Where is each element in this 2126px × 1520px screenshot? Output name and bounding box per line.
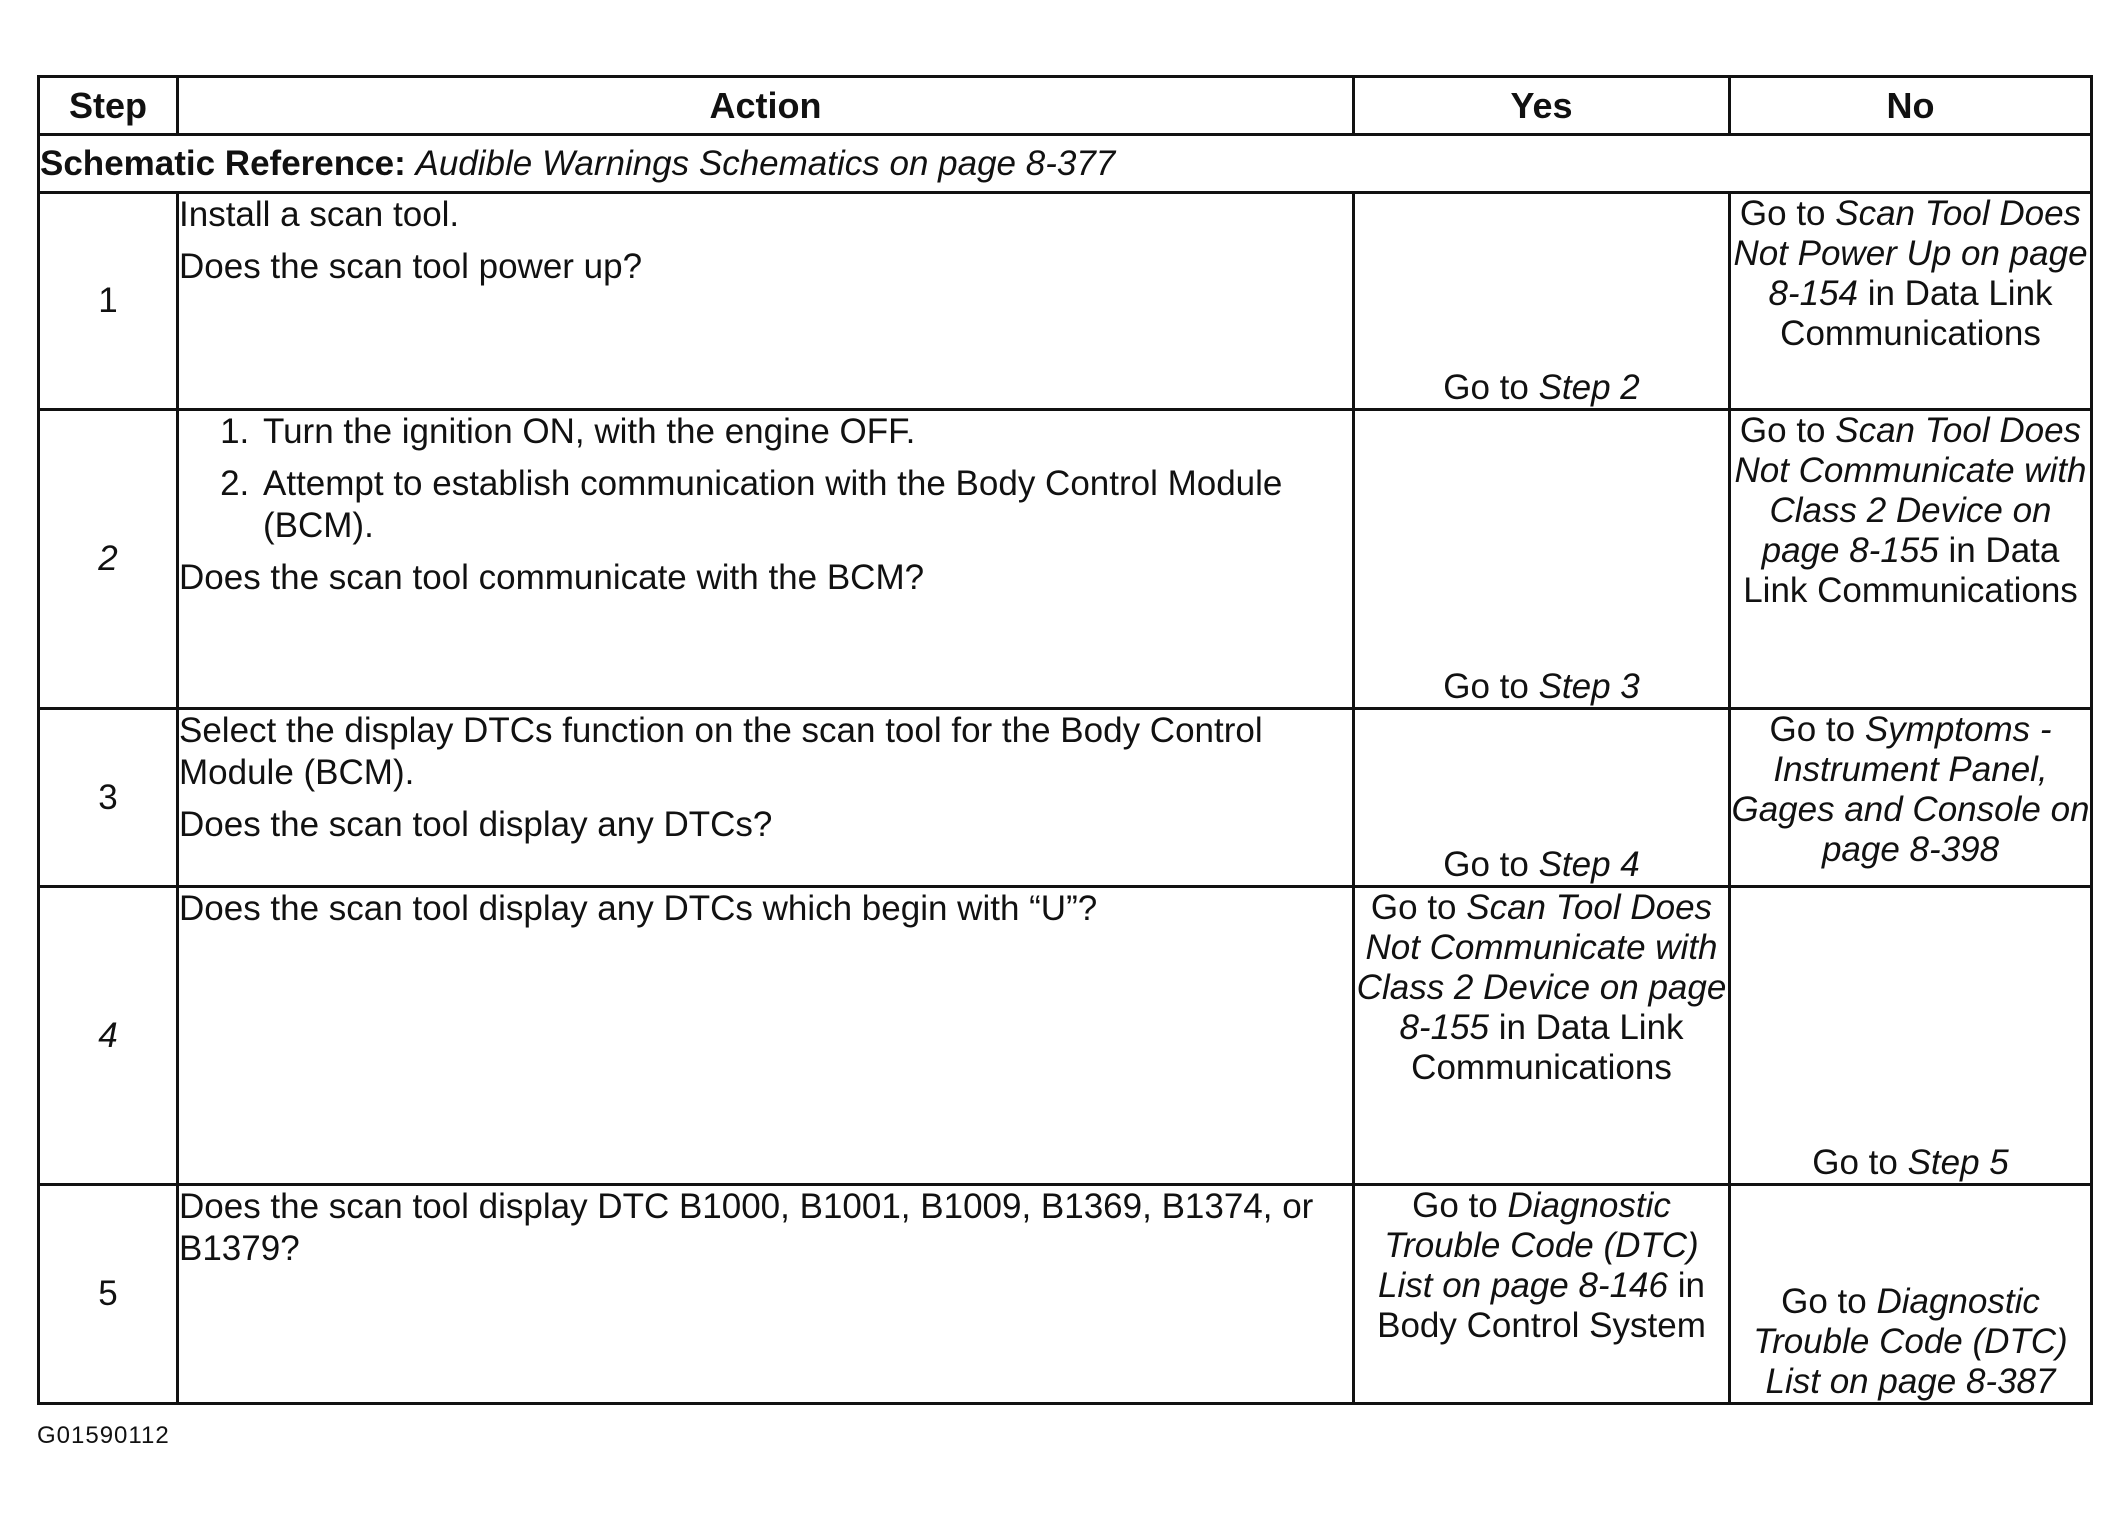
schematic-reference-row <box>39 135 2092 193</box>
step-number: 2 <box>39 410 178 709</box>
no-cell: Go to Step 5 <box>1730 887 2092 1185</box>
header-step: Step <box>39 77 178 135</box>
no-link[interactable]: Scan Tool Does Not Power Up on page 8-154 <box>1733 194 2088 313</box>
no-link[interactable]: Symptoms - Instrument Panel, Gages and Console on page 8-398 <box>1731 710 2090 869</box>
action-text: Select the display DTCs function on the scan tool for the Body Control Module (BCM). <box>179 711 1263 792</box>
yes-link[interactable]: Step 4 <box>1538 845 1640 884</box>
table-row <box>39 193 2092 410</box>
action-question: Does the scan tool power up? <box>179 247 643 286</box>
table-row <box>39 410 2092 709</box>
action-text: Install a scan tool. <box>179 195 460 234</box>
list-item: 1. Turn the ignition ON, with the engine OFF. <box>259 411 1352 453</box>
yes-link[interactable]: Step 2 <box>1538 368 1640 407</box>
no-link[interactable]: Diagnostic Trouble Code (DTC) List on page 8-387 <box>1753 1282 2068 1401</box>
header-no: No <box>1730 77 2092 135</box>
step-number: 3 <box>39 709 178 887</box>
schematic-reference-label: Schematic Reference: <box>40 143 406 183</box>
action-steps-list <box>179 411 1352 547</box>
no-cell: Go to Scan Tool Does Not Power Up on page 8-154 in Data Link Communications <box>1730 193 2092 410</box>
yes-link[interactable]: Scan Tool Does Not Communicate with Class 2 Device on page 8-155 <box>1356 888 1727 1047</box>
action-cell <box>178 193 1354 410</box>
action-question: Does the scan tool display DTC B1000, B1001, B1009, B1369, B1374, or B1379? <box>179 1187 1314 1268</box>
no-link[interactable]: Scan Tool Does Not Communicate with Class 2 Device on page 8-155 <box>1734 411 2087 570</box>
no-cell: Go to Scan Tool Does Not Communicate with Class 2 Device on page 8-155 in Data Link Communications <box>1730 410 2092 709</box>
step-number: 1 <box>39 193 178 410</box>
figure-code: G01590112 <box>37 1422 170 1449</box>
action-cell <box>178 1185 1354 1404</box>
step-number: 5 <box>39 1185 178 1404</box>
action-cell <box>178 410 1354 709</box>
no-link[interactable]: Step 5 <box>1907 1143 2009 1182</box>
no-cell: Go to Symptoms - Instrument Panel, Gages and Console on page 8-398 <box>1730 709 2092 887</box>
diagnostic-table <box>37 75 2093 1405</box>
header-action: Action <box>178 77 1354 135</box>
yes-link[interactable]: Step 3 <box>1538 667 1640 706</box>
action-question: Does the scan tool communicate with the BCM? <box>179 558 925 597</box>
header-yes: Yes <box>1354 77 1730 135</box>
list-item: 2. Attempt to establish communication with the Body Control Module (BCM). <box>259 463 1352 547</box>
no-cell: Go to Diagnostic Trouble Code (DTC) List on page 8-387 <box>1730 1185 2092 1404</box>
table-row <box>39 1185 2092 1404</box>
action-cell <box>178 887 1354 1185</box>
yes-cell: Go to Step 4 <box>1354 709 1730 887</box>
action-question: Does the scan tool display any DTCs which begin with “U”? <box>179 889 1098 928</box>
table-row <box>39 887 2092 1185</box>
schematic-reference-link[interactable]: Audible Warnings Schematics on page 8-377 <box>415 143 1116 183</box>
header-row <box>39 77 2092 135</box>
yes-link[interactable]: Diagnostic Trouble Code (DTC) List on page 8-146 <box>1378 1186 1699 1305</box>
action-cell <box>178 709 1354 887</box>
yes-cell: Go to Diagnostic Trouble Code (DTC) List on page 8-146 in Body Control System <box>1354 1185 1730 1404</box>
table-row <box>39 709 2092 887</box>
action-question: Does the scan tool display any DTCs? <box>179 805 773 844</box>
yes-cell: Go to Scan Tool Does Not Communicate with Class 2 Device on page 8-155 in Data Link Communications <box>1354 887 1730 1185</box>
yes-cell: Go to Step 2 <box>1354 193 1730 410</box>
schematic-reference <box>39 135 2092 193</box>
yes-cell: Go to Step 3 <box>1354 410 1730 709</box>
step-number: 4 <box>39 887 178 1185</box>
